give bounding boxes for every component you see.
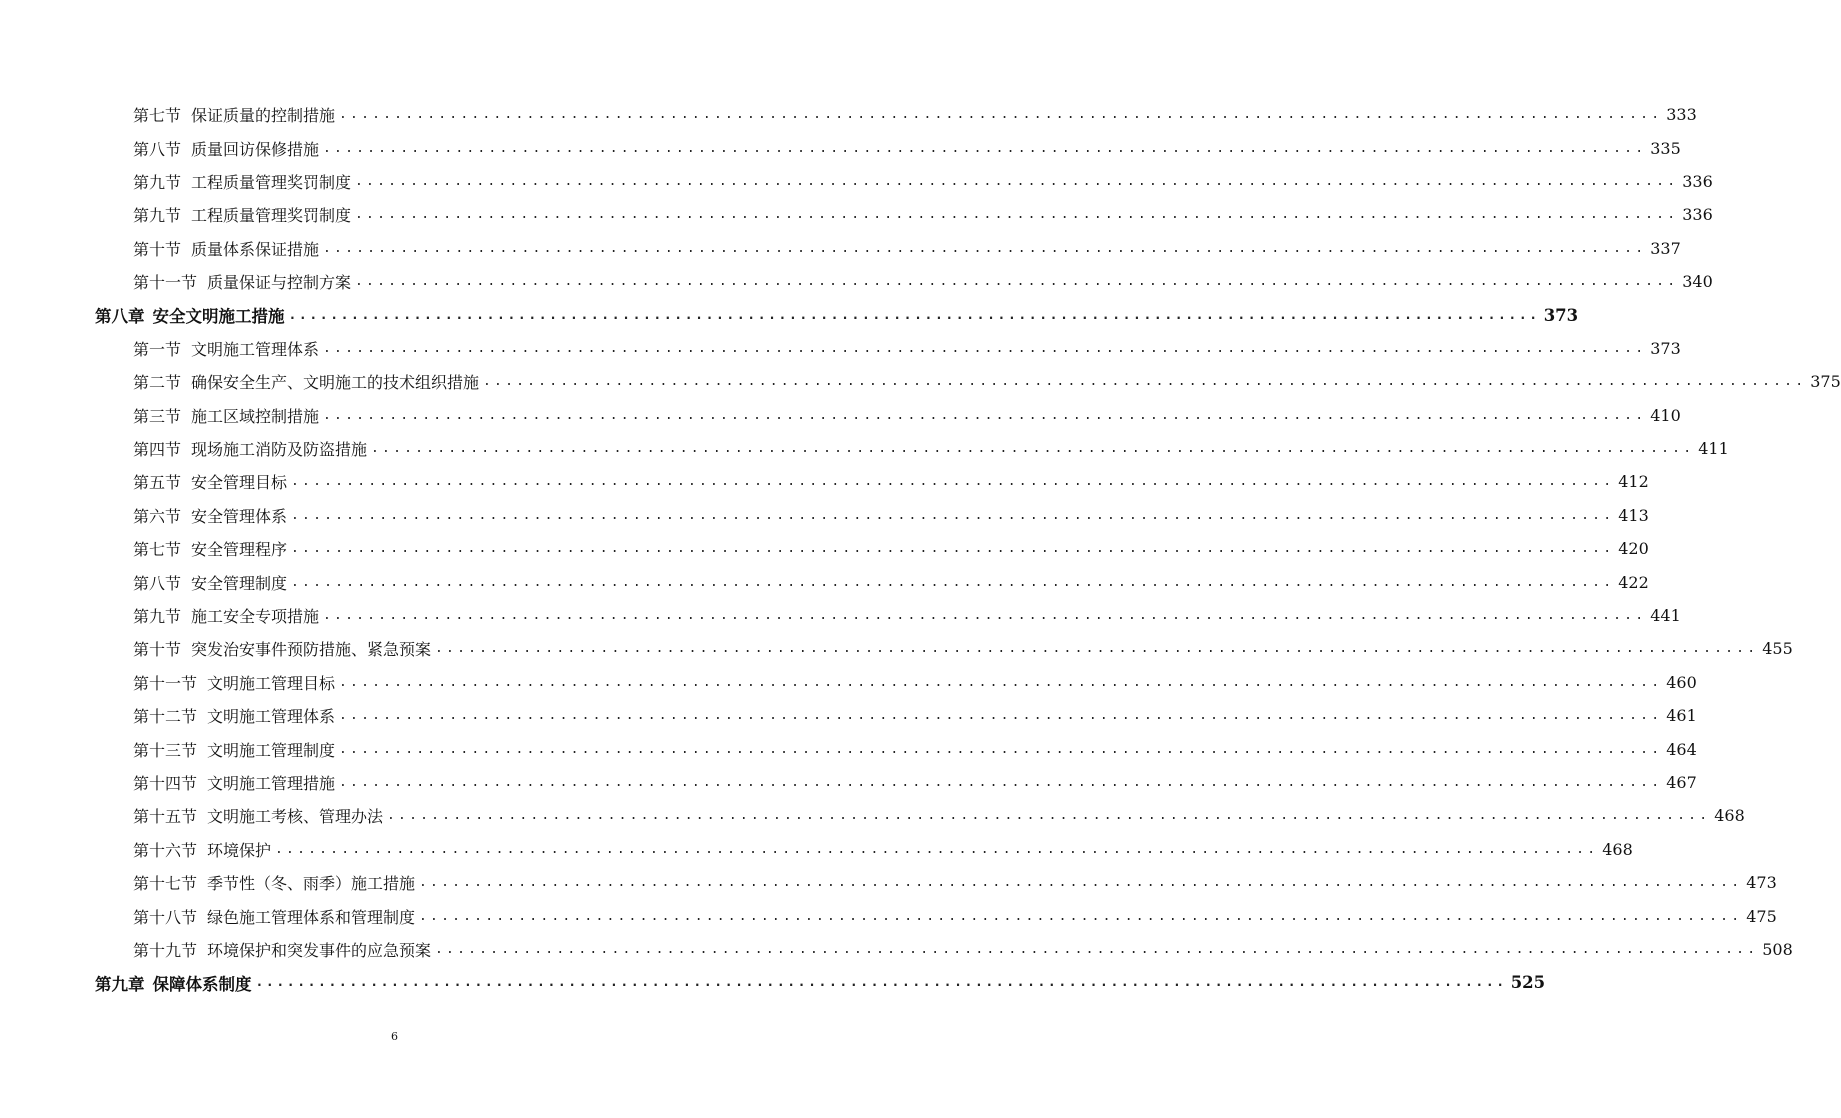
toc-entry-number: 第十二节 <box>133 707 198 727</box>
toc-entry-number: 第十九节 <box>133 940 198 960</box>
toc-entry-label <box>133 871 415 894</box>
toc-leader-dots: ........................................................................................................................ <box>419 875 1743 891</box>
toc-entry-number: 第十一节 <box>133 673 198 693</box>
toc-entry-label <box>133 938 431 961</box>
toc-entry-page: 373 <box>1650 338 1681 358</box>
toc-section-entry[interactable] <box>0 565 1649 598</box>
toc-entry-title: 质量体系保证措施 <box>191 239 320 259</box>
toc-entry-page: 335 <box>1650 138 1681 158</box>
toc-entry-title: 文明施工管理制度 <box>207 740 336 760</box>
toc-entry-title: 安全文明施工措施 <box>152 307 285 327</box>
toc-entry-page: 464 <box>1666 739 1697 759</box>
toc-entry-number: 第九节 <box>133 607 182 627</box>
toc-section-entry[interactable] <box>0 165 1713 198</box>
toc-section-entry[interactable] <box>0 799 1745 832</box>
toc-entry-label <box>133 137 319 160</box>
toc-entry-number: 第十五节 <box>133 807 198 827</box>
toc-leader-dots: ........................................................................................................................ <box>339 741 1663 757</box>
toc-leader-dots: ........................................................................................................................ <box>339 107 1663 123</box>
toc-entry-title: 施工安全专项措施 <box>191 607 320 627</box>
toc-chapter-entry[interactable] <box>0 966 1546 999</box>
toc-entry-label <box>133 671 335 694</box>
toc-entry-label <box>133 404 319 427</box>
toc-section-entry[interactable] <box>0 632 1793 665</box>
toc-entry-page: 460 <box>1666 672 1697 692</box>
toc-section-entry[interactable] <box>0 732 1697 765</box>
toc-entry-title: 环境保护 <box>207 840 272 860</box>
toc-entry-title: 保证质量的控制措施 <box>191 106 336 126</box>
toc-entry-title: 安全管理程序 <box>191 540 288 560</box>
toc-entry-page: 422 <box>1618 572 1649 592</box>
toc-entry-number: 第九章 <box>95 974 145 994</box>
toc-leader-dots: ........................................................................................................................ <box>355 274 1679 290</box>
toc-entry-label <box>95 971 252 995</box>
toc-entry-title: 安全管理目标 <box>191 473 288 493</box>
toc-entry-page: 336 <box>1682 171 1713 191</box>
toc-entry-number: 第三节 <box>133 406 182 426</box>
toc-leader-dots: ........................................................................................................................ <box>323 340 1647 356</box>
toc-entry-page: 468 <box>1602 839 1633 859</box>
toc-leader-dots: ........................................................................................................................ <box>323 407 1647 423</box>
toc-entry-number: 第九节 <box>133 206 182 226</box>
toc-entry-title: 绿色施工管理体系和管理制度 <box>207 907 416 927</box>
toc-entry-title: 安全管理体系 <box>191 506 288 526</box>
toc-entry-page: 461 <box>1666 706 1697 726</box>
toc-section-entry[interactable] <box>0 265 1713 298</box>
toc-entry-page: 410 <box>1650 405 1681 425</box>
toc-leader-dots: ........................................................................................................................ <box>323 240 1647 256</box>
toc-entry-label <box>95 303 285 327</box>
toc-section-entry[interactable] <box>0 365 1841 398</box>
toc-entry-title: 文明施工管理目标 <box>207 673 336 693</box>
toc-entry-number: 第十六节 <box>133 840 198 860</box>
toc-section-entry[interactable] <box>0 899 1777 932</box>
toc-entry-label <box>133 170 351 193</box>
toc-entry-title: 质量保证与控制方案 <box>207 273 352 293</box>
toc-entry-page: 525 <box>1510 973 1546 993</box>
toc-section-entry[interactable] <box>0 866 1777 899</box>
toc-entry-number: 第十节 <box>133 239 182 259</box>
toc-entry-page: 337 <box>1650 238 1681 258</box>
toc-section-entry[interactable] <box>0 198 1713 231</box>
toc-entry-label <box>133 838 271 861</box>
toc-entry-number: 第十四节 <box>133 774 198 793</box>
toc-entry-number: 第二节 <box>133 373 182 393</box>
toc-entry-number: 第十节 <box>133 640 182 660</box>
toc-entry-title: 施工区域控制措施 <box>191 406 320 426</box>
toc-entry-page: 340 <box>1682 272 1713 292</box>
toc-leader-dots: ........................................................................................................................ <box>339 775 1663 790</box>
toc-entry-number: 第七节 <box>133 106 182 126</box>
toc-section-entry[interactable] <box>0 98 1697 131</box>
toc-section-entry[interactable] <box>0 833 1633 866</box>
toc-entry-page: 420 <box>1618 539 1649 559</box>
toc-section-entry[interactable] <box>0 432 1729 465</box>
toc-entry-number: 第九节 <box>133 172 182 192</box>
toc-entry-page: 455 <box>1762 639 1793 659</box>
toc-entry-number: 第八章 <box>95 307 145 327</box>
toc-entry-page: 473 <box>1746 873 1777 893</box>
toc-leader-dots: ........................................................................................................................ <box>323 608 1647 624</box>
toc-entry-title: 保障体系制度 <box>152 974 252 994</box>
toc-leader-dots: ........................................................................................................................ <box>291 474 1615 490</box>
toc-section-entry[interactable] <box>0 599 1681 632</box>
page-number: 6 <box>391 1030 398 1043</box>
toc-entry-label <box>133 470 287 493</box>
toc-leader-dots: ........................................................................................................................ <box>339 708 1663 724</box>
toc-entry-label <box>133 437 367 460</box>
toc-entry-number: 第十一节 <box>133 273 198 293</box>
toc-leader-dots: ........................................................................................................................ <box>323 140 1647 156</box>
toc-leader-dots: ........................................................................................................................ <box>339 674 1663 690</box>
toc-entry-label <box>133 771 335 794</box>
toc-entry-title: 环境保护和突发事件的应急预案 <box>207 940 432 960</box>
toc-section-entry[interactable] <box>0 232 1681 265</box>
toc-entry-title: 工程质量管理奖罚制度 <box>191 172 352 192</box>
toc-leader-dots: ........................................................................................................................ <box>387 808 1711 824</box>
toc-entry-page: 413 <box>1618 505 1649 525</box>
toc-entry-page: 412 <box>1618 472 1649 492</box>
toc-entry-label <box>133 270 351 293</box>
toc-entry-label <box>133 804 383 827</box>
toc-section-entry[interactable] <box>0 532 1649 565</box>
toc-section-entry[interactable] <box>0 499 1649 532</box>
toc-leader-dots: ........................................................................................................................ <box>483 374 1807 390</box>
toc-entry-title: 突发治安事件预防措施、紧急预案 <box>191 640 432 660</box>
toc-entry-title: 确保安全生产、文明施工的技术组织措施 <box>191 373 480 393</box>
toc-entry-label <box>133 537 287 560</box>
toc-entry-label <box>133 504 287 527</box>
toc-entry-label <box>133 738 335 761</box>
toc-section-entry[interactable] <box>0 399 1681 432</box>
toc-entry-label <box>133 571 287 594</box>
toc-entry-label <box>133 704 335 727</box>
toc-leader-dots: ........................................................................................................................ <box>291 541 1615 557</box>
toc-entry-number: 第七节 <box>133 540 182 560</box>
toc-entry-number: 第八节 <box>133 573 182 593</box>
toc-entry-label <box>133 637 431 660</box>
toc-entry-title: 文明施工管理体系 <box>207 707 336 727</box>
toc-leader-dots: ........................................................................................................................ <box>288 307 1540 323</box>
toc-leader-dots: ........................................................................................................................ <box>255 975 1507 991</box>
toc-entry-number: 第四节 <box>133 440 182 460</box>
toc-entry-number: 第十八节 <box>133 907 198 927</box>
toc-entry-title: 安全管理制度 <box>191 573 288 593</box>
toc-entry-page: 411 <box>1698 439 1729 459</box>
toc-entry-page: 468 <box>1714 806 1745 826</box>
toc-entry-page: 375 <box>1810 372 1841 392</box>
toc-leader-dots: ........................................................................................................................ <box>291 507 1615 523</box>
toc-entry-title: 文明施工管理措施 <box>207 774 336 793</box>
toc-entry-number: 第六节 <box>133 506 182 526</box>
toc-entry-label <box>133 370 479 393</box>
toc-leader-dots: ........................................................................................................................ <box>435 941 1759 957</box>
toc-section-entry[interactable] <box>0 699 1697 732</box>
toc-entry-title: 文明施工考核、管理办法 <box>207 807 384 827</box>
toc-section-entry[interactable] <box>0 666 1697 699</box>
toc-section-entry[interactable] <box>0 933 1793 966</box>
toc-entry-title: 季节性（冬、雨季）施工措施 <box>207 874 416 894</box>
toc-entry-label <box>133 604 319 627</box>
toc-entry-label <box>133 203 351 226</box>
toc-leader-dots: ........................................................................................................................ <box>371 441 1695 457</box>
toc-entry-number: 第十三节 <box>133 740 198 760</box>
toc-entry-page: 373 <box>1543 305 1579 325</box>
toc-leader-dots: ........................................................................................................................ <box>355 173 1679 189</box>
toc-entry-label <box>133 237 319 260</box>
toc-leader-dots: ........................................................................................................................ <box>355 207 1679 223</box>
toc-leader-dots: ........................................................................................................................ <box>435 641 1759 657</box>
toc-entry-page: 336 <box>1682 205 1713 225</box>
toc-entry-title: 文明施工管理体系 <box>191 339 320 359</box>
toc-entry-number: 第一节 <box>133 339 182 359</box>
toc-entry-number: 第八节 <box>133 139 182 159</box>
toc-entry-page: 475 <box>1746 906 1777 926</box>
toc-entry-label <box>133 905 415 928</box>
toc-entry-page: 508 <box>1762 939 1793 959</box>
toc-chapter-entry[interactable] <box>0 298 1579 331</box>
toc-entry-number: 第五节 <box>133 473 182 493</box>
toc-entry-label <box>133 103 335 126</box>
toc-entry-title: 现场施工消防及防盗措施 <box>191 440 368 460</box>
toc-section-entry[interactable] <box>0 766 1697 799</box>
toc-leader-dots: ........................................................................................................................ <box>291 574 1615 590</box>
toc-section-entry[interactable] <box>0 465 1649 498</box>
toc-entry-label <box>133 337 319 360</box>
toc-entry-title: 工程质量管理奖罚制度 <box>191 206 352 226</box>
toc-leader-dots: ........................................................................................................................ <box>419 908 1743 924</box>
table-of-contents <box>0 98 1841 1000</box>
toc-entry-title: 质量回访保修措施 <box>191 139 320 159</box>
toc-section-entry[interactable] <box>0 131 1681 164</box>
toc-entry-page: 467 <box>1666 773 1697 792</box>
toc-entry-page: 333 <box>1666 105 1697 125</box>
toc-entry-number: 第十七节 <box>133 874 198 894</box>
toc-leader-dots: ........................................................................................................................ <box>275 841 1599 857</box>
toc-section-entry[interactable] <box>0 332 1681 365</box>
toc-entry-page: 441 <box>1650 606 1681 626</box>
